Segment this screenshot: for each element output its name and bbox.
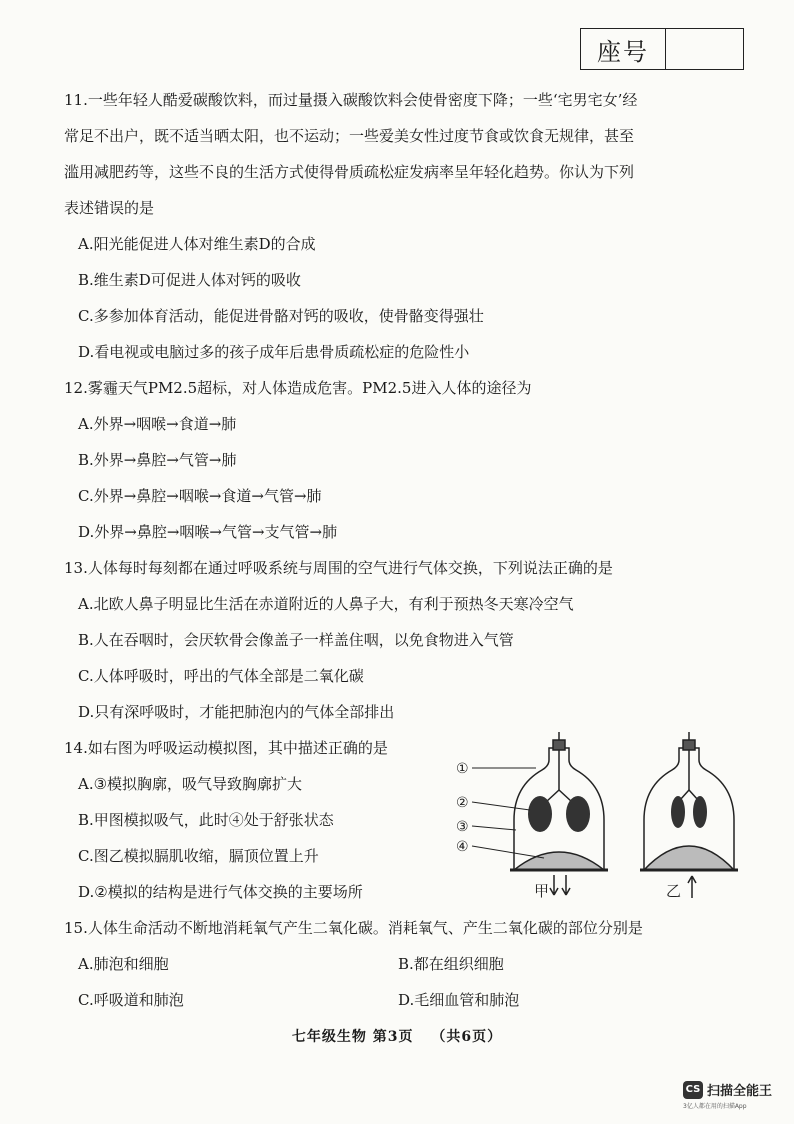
option-a: A.阳光能促进人体对维生素D的合成 xyxy=(78,235,316,253)
question-stem-line: 11.一些年轻人酷爱碳酸饮料，而过量摄入碳酸饮料会使骨密度下降；一些‘宅男宅女’经 xyxy=(64,91,638,109)
figure-caption-right: 乙 xyxy=(666,882,682,900)
question-15 xyxy=(64,910,744,1018)
question-11 xyxy=(64,82,744,370)
question-13 xyxy=(64,550,744,730)
figure-label-4: ④ xyxy=(456,839,469,855)
question-stem-line: 14.如右图为呼吸运动模拟图，其中描述正确的是 xyxy=(64,739,388,757)
balloon-lung-right-deflated xyxy=(693,796,707,828)
rubber-membrane-right xyxy=(644,846,734,870)
question-stem-line: 15.人体生命活动不断地消耗氧气产生二氧化碳。消耗氧气、产生二氧化碳的部位分别是 xyxy=(64,919,643,937)
scanner-watermark xyxy=(683,1080,783,1110)
scanner-logo-icon: CS xyxy=(683,1081,703,1099)
footer-subject-page: 七年级生物 第3页 xyxy=(291,1029,414,1045)
arrow-up-icon xyxy=(688,876,696,898)
option-a: A.③模拟胸廓，吸气导致胸廓扩大 xyxy=(78,775,303,793)
options-grid xyxy=(64,946,744,1018)
option-b: B.甲图模拟吸气，此时④处于舒张状态 xyxy=(78,811,334,829)
seat-number-blank xyxy=(666,29,743,69)
option-a: A.北欧人鼻子明显比生活在赤道附近的人鼻子大，有利于预热冬天寒冷空气 xyxy=(78,595,574,613)
bell-jar-left xyxy=(514,732,604,870)
figure-label-3: ③ xyxy=(456,819,469,835)
question-stem-line: 12.雾霾天气PM2.5超标，对人体造成危害。PM2.5进入人体的途径为 xyxy=(64,379,532,397)
page-footer xyxy=(0,1026,794,1046)
question-12 xyxy=(64,370,744,550)
balloon-lung-left-deflated xyxy=(671,796,685,828)
footer-total-pages: （共6页） xyxy=(431,1029,503,1045)
option-d: D.②模拟的结构是进行气体交换的主要场所 xyxy=(78,883,363,901)
option-d: D.外界→鼻腔→咽喉→气管→支气管→肺 xyxy=(78,523,338,541)
question-list xyxy=(64,82,744,1018)
figure-label-1: ① xyxy=(456,761,469,777)
option-d: D.毛细血管和肺泡 xyxy=(398,991,520,1009)
question-stem-line: 滥用减肥药等，这些不良的生活方式使得骨质疏松症发病率呈年轻化趋势。你认为下列 xyxy=(64,163,635,181)
arrow-down-icon xyxy=(550,875,558,895)
option-b: B.人在吞咽时，会厌软骨会像盖子一样盖住咽，以免食物进入气管 xyxy=(78,631,514,649)
question-stem-line: 表述错误的是 xyxy=(64,199,155,217)
option-b: B.都在组织细胞 xyxy=(398,955,504,973)
balloon-lung-left xyxy=(528,796,552,832)
option-c: C.呼吸道和肺泡 xyxy=(78,991,184,1009)
balloon-lung-right xyxy=(566,796,590,832)
figure-caption-left: 甲 xyxy=(534,882,550,900)
breathing-model-figure xyxy=(454,730,754,900)
question-stem-line: 13.人体每时每刻都在通过呼吸系统与周围的空气进行气体交换，下列说法正确的是 xyxy=(64,559,613,577)
scanner-tagline: 3亿人都在用的扫描App xyxy=(683,1103,747,1110)
option-b: B.外界→鼻腔→气管→肺 xyxy=(78,451,237,469)
option-c: C.人体呼吸时，呼出的气体全部是二氧化碳 xyxy=(78,667,364,685)
option-a: A.外界→咽喉→食道→肺 xyxy=(78,415,237,433)
option-a: A.肺泡和细胞 xyxy=(78,955,169,973)
seat-number-label: 座号 xyxy=(581,29,666,69)
scanner-app-name: 扫描全能王 xyxy=(707,1084,773,1099)
rubber-membrane-left xyxy=(514,852,604,870)
seat-number-box xyxy=(580,28,744,70)
arrow-down-icon xyxy=(562,875,570,895)
option-c: C.图乙模拟膈肌收缩，膈顶位置上升 xyxy=(78,847,319,865)
option-b: B.维生素D可促进人体对钙的吸收 xyxy=(78,271,301,289)
question-14 xyxy=(64,730,744,910)
question-stem-line: 常足不出户，既不适当晒太阳，也不运动；一些爱美女性过度节食或饮食无规律，甚至 xyxy=(64,127,635,145)
figure-label-2: ② xyxy=(456,795,469,811)
option-c: C.多参加体育活动，能促进骨骼对钙的吸收，使骨骼变得强壮 xyxy=(78,307,484,325)
option-d: D.只有深呼吸时，才能把肺泡内的气体全部排出 xyxy=(78,703,395,721)
option-d: D.看电视或电脑过多的孩子成年后患骨质疏松症的危险性小 xyxy=(78,343,470,361)
option-c: C.外界→鼻腔→咽喉→食道→气管→肺 xyxy=(78,487,322,505)
